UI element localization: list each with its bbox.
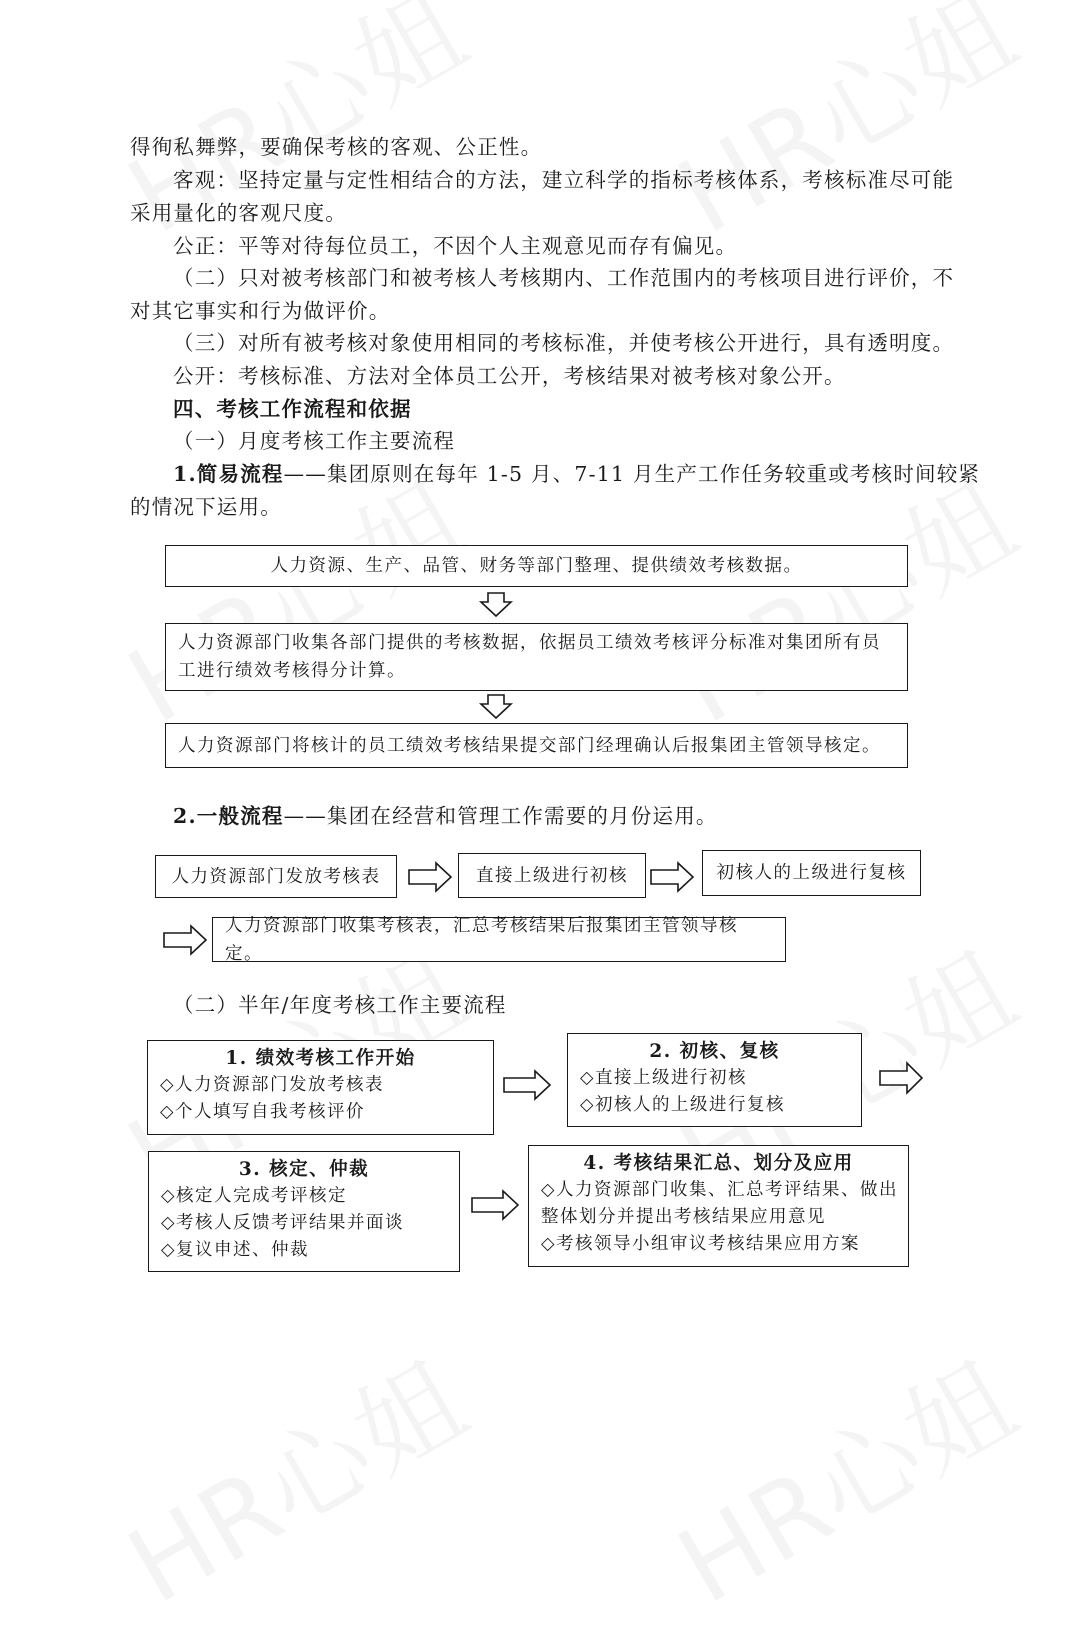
right-arrow-icon: [471, 1190, 519, 1220]
simple-flow-step-2-text: 人力资源部门收集各部门提供的考核数据，依据员工绩效考核评分标准对集团所有员工进行绩效考核得分计算。: [178, 633, 881, 681]
annual-step-title: 4. 考核结果汇总、划分及应用: [583, 1153, 854, 1174]
paragraph-text: 公正：平等对待每位员工，不因个人主观意见而存有偏见。: [173, 234, 738, 258]
general-flow-step-3: [702, 850, 921, 896]
right-arrow-icon: [650, 862, 694, 892]
annual-step-item: ◇人力资源部门收集、汇总考评结果、做出整体划分并提出考核结果应用意见: [541, 1180, 898, 1227]
section-heading: 四、考核工作流程和依据: [173, 397, 412, 421]
general-flow-desc: ——集团在经营和管理工作需要的月份运用。: [283, 804, 718, 828]
paragraph-text: 客观：坚持定量与定性相结合的方法，建立科学的指标考核体系，考核标准尽可能: [173, 168, 955, 192]
general-flow-step-2-text: 直接上级进行初核: [476, 865, 628, 886]
annual-step-item: ◇核定人完成考评核定: [161, 1186, 347, 1206]
watermark: [647, 1318, 1039, 1631]
simple-flow-step-3: [165, 723, 908, 768]
annual-step-item: ◇复议申述、仲裁: [161, 1240, 309, 1260]
paragraph-text: 的情况下运用。: [130, 495, 282, 519]
watermark: [647, 0, 1039, 262]
paragraph-text: （三）对所有被考核对象使用相同的考核标准，并使考核公开进行，具有透明度。: [173, 331, 955, 355]
general-flow-step-2: [458, 853, 646, 898]
annual-flow-step-4: [528, 1145, 909, 1267]
subsection-heading: （二）半年/年度考核工作主要流程: [173, 993, 507, 1017]
annual-step-item: ◇人力资源部门发放考核表: [160, 1075, 384, 1095]
simple-flow-desc: ——集团原则在每年 1-5 月、7-11 月生产工作任务较重或考核时间较紧: [283, 462, 981, 486]
paragraph-text: 采用量化的客观尺度。: [130, 201, 347, 225]
watermark: [97, 1318, 489, 1631]
general-flow-step-1: [155, 855, 397, 898]
annual-step-title: 3. 核定、仲裁: [238, 1159, 370, 1180]
general-flow-step-4: [212, 917, 786, 962]
right-arrow-icon: [163, 925, 207, 955]
annual-flow-step-1: [147, 1040, 494, 1135]
right-arrow-icon: [408, 862, 452, 892]
general-flow-step-4-text: 人力资源部门收集考核表，汇总考核结果后报集团主管领导核定。: [225, 915, 738, 964]
general-flow-step-1-text: 人力资源部门发放考核表: [171, 866, 381, 887]
right-arrow-icon: [879, 1062, 923, 1094]
paragraph-text: （二）只对被考核部门和被考核人考核期内、工作范围内的考核项目进行评价，不: [173, 266, 955, 290]
annual-step-title: 1. 绩效考核工作开始: [225, 1048, 416, 1069]
annual-flow-step-2: [567, 1033, 862, 1127]
annual-step-item: ◇直接上级进行初核: [580, 1068, 747, 1088]
paragraph-text: 得徇私舞弊，要确保考核的客观、公正性。: [130, 135, 543, 159]
annual-flow-step-3: [148, 1151, 460, 1272]
general-flow-step-3-text: 初核人的上级进行复核: [716, 863, 907, 883]
down-arrow-icon: [480, 695, 512, 719]
annual-step-item: ◇个人填写自我考核评价: [160, 1102, 365, 1122]
general-flow-label: 2.一般流程: [173, 804, 284, 828]
subsection-heading: （一）月度考核工作主要流程: [173, 429, 456, 453]
paragraph-text: 对其它事实和行为做评价。: [130, 299, 391, 323]
right-arrow-icon: [503, 1070, 551, 1100]
simple-flow-label: 1.简易流程: [173, 462, 284, 486]
annual-step-item: ◇考核人反馈考评结果并面谈: [161, 1213, 404, 1233]
simple-flow-step-2: [165, 623, 908, 691]
annual-step-item: ◇初核人的上级进行复核: [580, 1095, 785, 1115]
annual-step-item: ◇考核领导小组审议考核结果应用方案: [541, 1234, 860, 1254]
simple-flow-intro: [173, 460, 980, 488]
down-arrow-icon: [480, 593, 512, 617]
simple-flow-step-1-text: 人力资源、生产、品管、财务等部门整理、提供绩效考核数据。: [270, 556, 803, 576]
simple-flow-step-3-text: 人力资源部门将核计的员工绩效考核结果提交部门经理确认后报集团主管领导核定。: [178, 735, 881, 756]
paragraph-text: 公开：考核标准、方法对全体员工公开，考核结果对被考核对象公开。: [173, 364, 846, 388]
general-flow-intro: [173, 802, 718, 830]
simple-flow-step-1: [165, 545, 908, 587]
annual-step-title: 2. 初核、复核: [649, 1041, 780, 1062]
